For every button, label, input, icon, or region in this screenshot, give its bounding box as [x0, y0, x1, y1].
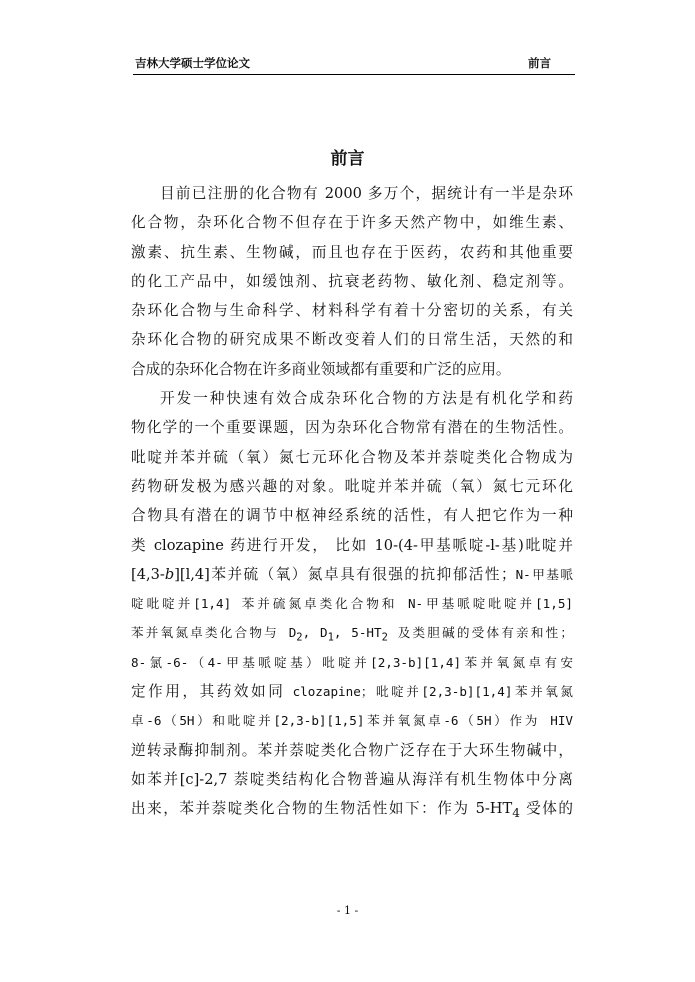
text-fragment: N-甲基哌 [515, 566, 573, 582]
text-fragment: [4,3- [131, 565, 165, 583]
text-line: 杂环化合物的研究成果不断改变着人们的日常生活，天然的和 [131, 331, 573, 349]
italic-fragment: b [164, 565, 175, 583]
text-line: 逆转录酶抑制剂。苯并萘啶类化合物广泛存在于大环生物碱中， [131, 741, 573, 759]
text-line: 药物研发极为感兴趣的对象。吡啶并苯并硫（氧）氮七元环化 [131, 477, 573, 495]
text-line: 合成的杂环化合物在许多商业领域都有重要和广泛的应用。 [131, 360, 511, 378]
text-line: 目前已注册的化合物有 2000 多万个，据统计有一半是杂环 [160, 185, 573, 202]
text-fragment: 及类胆碱的受体有亲和性； [387, 625, 573, 641]
text-line: 吡啶并苯并硫（氧）氮七元环化合物及苯并萘啶类化合物成为 [131, 448, 573, 466]
subscript: 4 [512, 806, 521, 821]
text-line: 开发一种快速有效合成杂环化合物的方法是有机化学和药 [160, 390, 573, 408]
text-line: 类 clozapine 药进行开发， 比如 10-(4-甲基哌啶-l-基)吡啶并 [131, 536, 573, 554]
header-rule [133, 74, 575, 75]
text-fragment: 受体的 [520, 800, 574, 818]
text-line: 如苯并[c]-2,7 萘啶类结构化合物普遍从海洋有机生物体中分离 [131, 770, 573, 788]
subscript: 1 [327, 631, 334, 644]
text-line: 卓-6（5H）和吡啶并[2,3-b][1,5]苯并氧氮卓-6（5H）作为 HIV [131, 713, 573, 729]
subscript: 2 [381, 631, 388, 644]
text-line: 8-氯-6-（4-甲基哌啶基）吡啶并[2,3-b][1,4]苯并氧氮卓有安 [131, 654, 573, 670]
text-fragment: 苯并氧氮卓类化合物与 D [131, 625, 297, 641]
text-line: 物化学的一个重要课题，因为杂环化合物常有潜在的生物活性。 [131, 419, 573, 437]
text-fragment: ；吡啶并[2,3-b][1,4]苯并氧氮 [360, 684, 573, 700]
page-title: 前言 [330, 149, 365, 169]
text-line: 合物具有潜在的调节中枢神经系统的活性，有人把它作为一种 [131, 507, 573, 525]
text-fragment: 定作用，其药效如同 [131, 683, 293, 701]
text-line [131, 677, 573, 706]
text-line: 化合物，杂环化合物不但存在于许多天然产物中，如维生素、 [131, 214, 573, 232]
page-number: - 1 - [336, 904, 359, 917]
subscript: 2 [296, 631, 303, 644]
header-section-title: 前言 [528, 56, 551, 70]
text-line: 杂环化合物与生命科学、材料科学有着十分密切的关系，有关 [131, 302, 573, 320]
text-fragment: , 5-HT [333, 625, 382, 641]
running-header [133, 53, 575, 75]
text-fragment: , D [302, 625, 328, 641]
text-line: 啶吡啶并[1,4] 苯并硫氮卓类化合物和 N-甲基哌啶吡啶并[1,5] [131, 596, 573, 612]
text-fragment: 出来，苯并萘啶类化合物的生物活性如下：作为 5-HT [131, 800, 513, 818]
text-line [131, 560, 573, 589]
text-fragment: clozapine [292, 684, 361, 700]
header-thesis-title: 吉林大学硕士学位论文 [135, 56, 250, 70]
text-fragment: ][l,4]苯并硫（氧）氮卓具有很强的抗抑郁活性； [174, 565, 516, 583]
text-line [131, 794, 573, 823]
body-text [131, 179, 573, 824]
text-line: 激素、抗生素、生物碱，而且也存在于医药，农药和其他重要 [131, 243, 573, 261]
text-line: 的化工产品中，如缓蚀剂、抗衰老药物、敏化剂、稳定剂等。 [131, 272, 573, 290]
text-line [131, 618, 573, 647]
